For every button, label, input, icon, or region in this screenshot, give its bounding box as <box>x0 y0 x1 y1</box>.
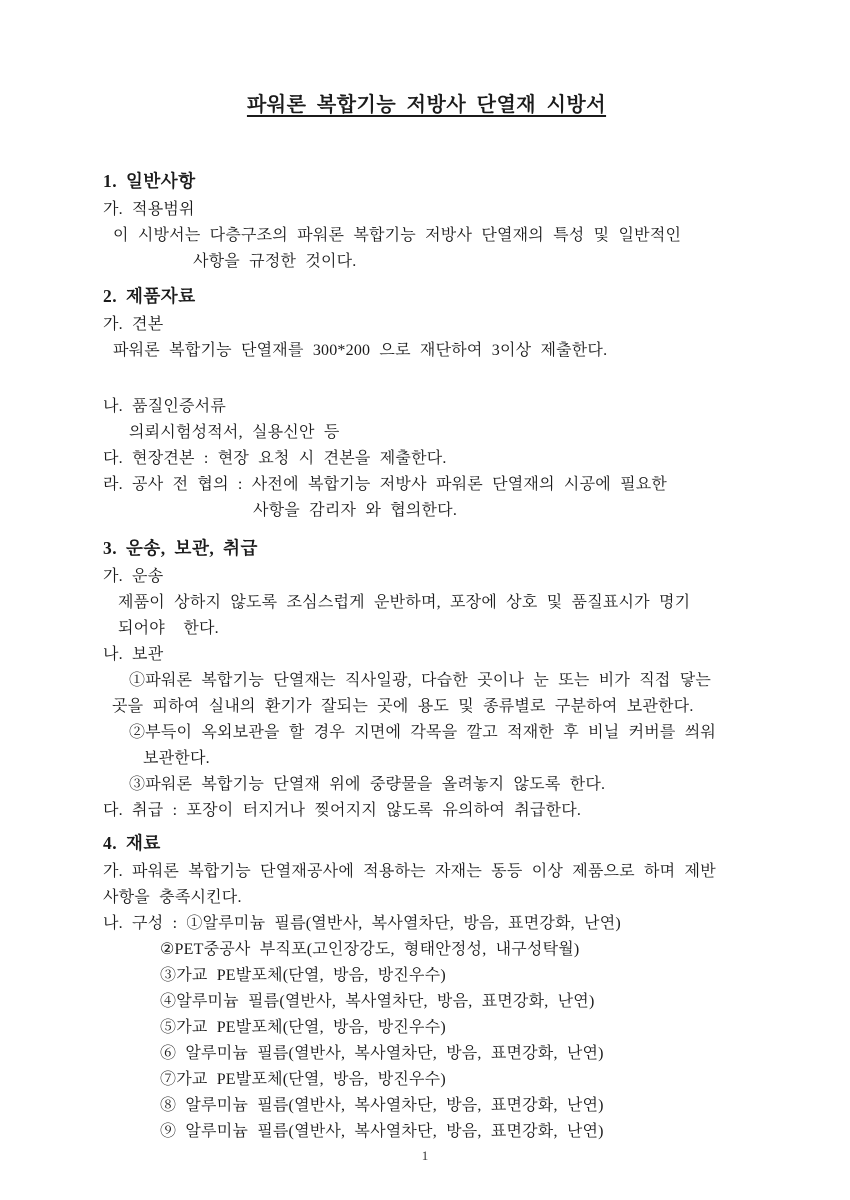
doc-line: ②부득이 옥외보관을 할 경우 지면에 각목을 깔고 적재한 후 비닐 커버를 씌워 <box>129 724 717 741</box>
doc-line: ③파워론 복합기능 단열재 위에 중량물을 올려놓지 않도록 한다. <box>129 776 606 793</box>
section-materials <box>103 831 750 1145</box>
doc-line: 의뢰시험성적서, 실용신안 등 <box>129 424 340 441</box>
doc-line: 나. 품질인증서류 <box>103 398 226 415</box>
doc-line: ④알루미늄 필름(열반사, 복사열차단, 방음, 표면강화, 난연) <box>160 993 595 1010</box>
doc-line: 라. 공사 전 협의 : 사전에 복합기능 저방사 파워론 단열재의 시공에 필요한 <box>103 476 668 493</box>
doc-line: 곳을 피하여 실내의 환기가 잘되는 곳에 용도 및 종류별로 구분하여 보관한다. <box>112 698 694 715</box>
doc-line: ⑧ 알루미늄 필름(열반사, 복사열차단, 방음, 표면강화, 난연) <box>160 1097 604 1114</box>
doc-line: 제품이 상하지 않도록 조심스럽게 운반하며, 포장에 상호 및 품질표시가 명기 <box>118 594 691 611</box>
doc-line: 나. 구성 : ①알루미늄 필름(열반사, 복사열차단, 방음, 표면강화, 난연) <box>103 915 621 932</box>
doc-line: 가. 파워론 복합기능 단열재공사에 적용하는 자재는 동등 이상 제품으로 하며 제반 <box>103 863 716 880</box>
section-1-heading: 1. 일반사항 <box>103 171 196 191</box>
doc-line: ②PET중공사 부직포(고인장강도, 형태안정성, 내구성탁월) <box>160 941 580 958</box>
doc-line: ⑥ 알루미늄 필름(열반사, 복사열차단, 방음, 표면강화, 난연) <box>160 1045 604 1062</box>
doc-line: ①파워론 복합기능 단열재는 직사일광, 다습한 곳이나 눈 또는 비가 직접 닿는 <box>129 672 712 689</box>
doc-line: 파워론 복합기능 단열재를 300*200 으로 재단하여 3이상 제출한다. <box>113 342 608 359</box>
page-number: 1 <box>421 1148 429 1163</box>
section-2-heading: 2. 제품자료 <box>103 286 196 306</box>
document-title: 파워론 복합기능 저방사 단열재 시방서 <box>246 94 607 116</box>
doc-line: 가. 적용범위 <box>103 201 195 218</box>
doc-line: 사항을 충족시킨다. <box>103 889 242 906</box>
doc-line: 가. 운송 <box>103 568 164 585</box>
doc-line: 나. 보관 <box>103 646 164 663</box>
doc-line: ⑤가교 PE발포체(단열, 방음, 방진우수) <box>160 1019 446 1036</box>
doc-line: 사항을 규정한 것이다. <box>193 253 357 270</box>
section-product-data <box>103 284 750 524</box>
doc-line: 사항을 감리자 와 협의한다. <box>253 502 458 519</box>
doc-line: 보관한다. <box>143 750 210 767</box>
section-transport-storage-handling <box>103 536 750 824</box>
doc-line: 이 시방서는 다층구조의 파워론 복합기능 저방사 단열재의 특성 및 일반적인 <box>113 227 682 244</box>
doc-line: 다. 취급 : 포장이 터지거나 찢어지지 않도록 유의하여 취급한다. <box>103 802 582 819</box>
doc-line: ③가교 PE발포체(단열, 방음, 방진우수) <box>160 967 446 984</box>
section-4-heading: 4. 재료 <box>103 833 161 853</box>
doc-line: 가. 견본 <box>103 316 164 333</box>
doc-line: ⑦가교 PE발포체(단열, 방음, 방진우수) <box>160 1071 446 1088</box>
section-3-heading: 3. 운송, 보관, 취급 <box>103 538 258 558</box>
doc-line: 다. 현장견본 : 현장 요청 시 견본을 제출한다. <box>103 450 447 467</box>
section-general <box>103 169 750 275</box>
doc-line: 되어야 한다. <box>118 620 219 637</box>
doc-line: ⑨ 알루미늄 필름(열반사, 복사열차단, 방음, 표면강화, 난연) <box>160 1123 604 1140</box>
